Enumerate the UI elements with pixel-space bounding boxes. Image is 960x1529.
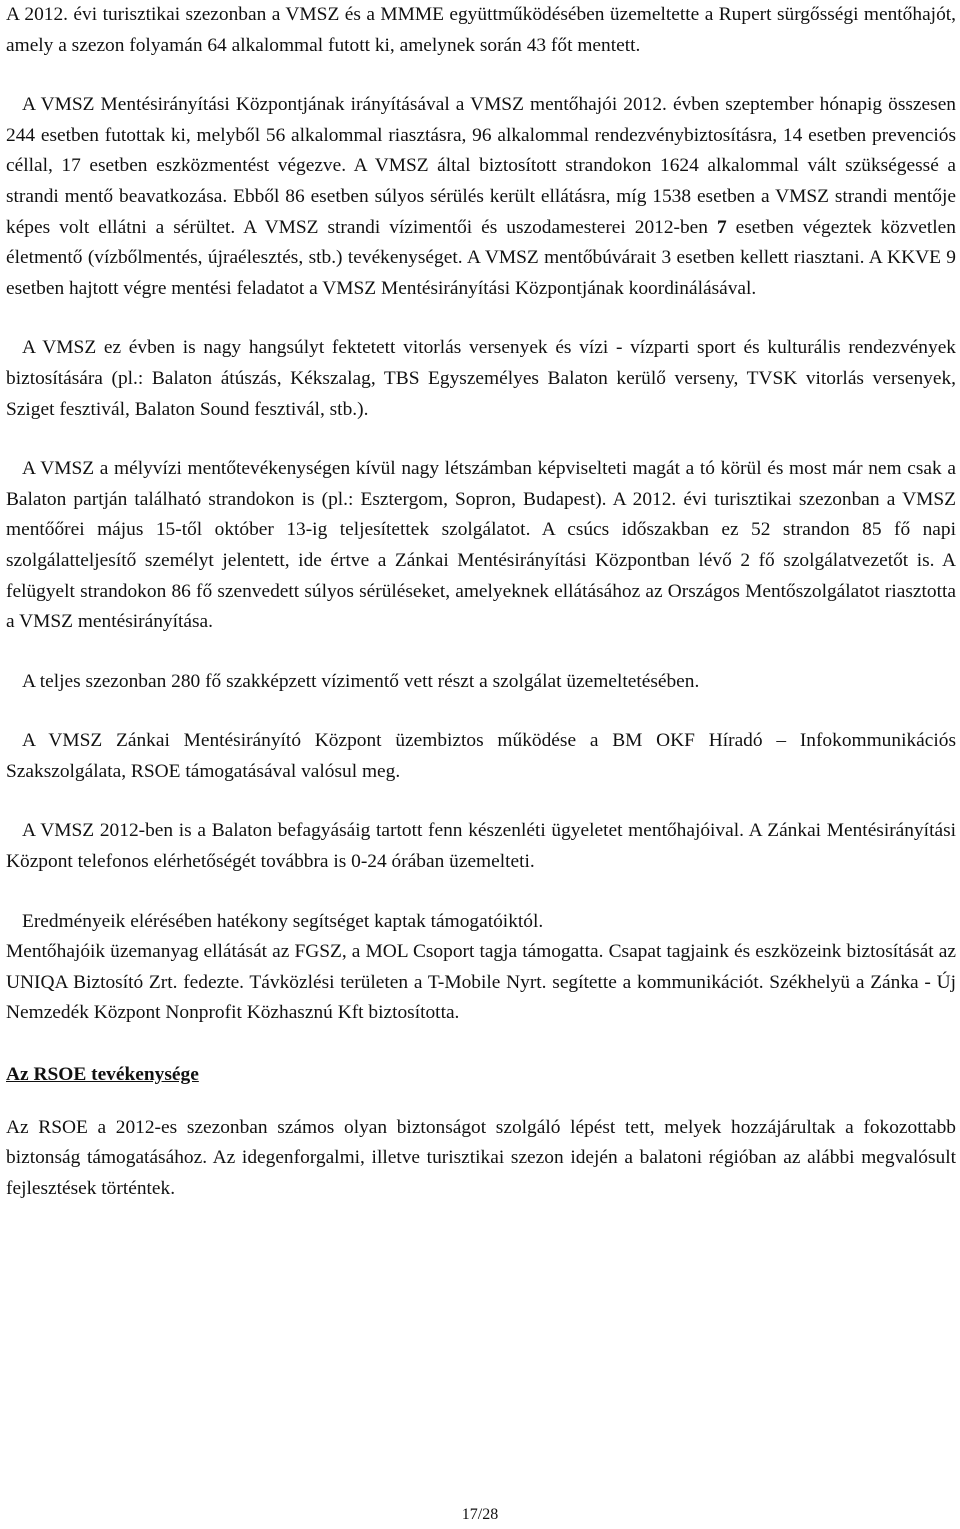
paragraph-events: A VMSZ ez évben is nagy hangsúlyt fektetett vitorlás versenyek és vízi - vízparti sport és kulturális rendezvények biztosítására (pl.: Balaton átúszás, Kékszalag, TBS Egyszemélyes Balaton kerülő verseny, TVSK vitorlás versenyek, Sziget fesztivál, Balaton Sound fesztivál, stb.). [6, 337, 956, 420]
paragraph-winter-duty: A VMSZ 2012-ben is a Balaton befagyásáig tartott fenn készenléti ügyeletet mentőhajóival. A Zánkai Mentésirányítási Központ telefonos elérhetőségét továbbra is 0-24 órában üzemelteti. [6, 820, 956, 873]
paragraph-supporters: Mentőhajóik üzemanyag ellátását az FGSZ, a MOL Csoport tagja támogatta. Csapat tagjaink és eszközeink biztosítását az UNIQA Biztosító Zrt. fedezte. Távközlési területen a T-Mobile Nyrt. segítette a kommunikációt. Székhelyü a Zánka - Új Nemzedék Központ Nonprofit Közhasznú Kft biztosította. [6, 941, 956, 1024]
page-number: 17/28 [461, 1506, 499, 1523]
document-page [6, 0, 956, 1204]
paragraph-zanka-center: A VMSZ Zánkai Mentésirányító Központ üzembiztos működése a BM OKF Híradó – Infokommunikációs Szakszolgálata, RSOE támogatásával valósul meg. [6, 730, 956, 782]
paragraph-rsoe: Az RSOE a 2012-es szezonban számos olyan biztonságot szolgáló lépést tett, melyek hozzájárultak a fokozottabb biztonság támogatásához. Az idegenforgalmi, illetve turisztikai szezon idején a balatoni régióban az alábbi megvalósult fejlesztések történtek. [6, 1116, 956, 1199]
paragraph-text-part: esetben végeztek közvetlen életmentő (vízbőlmentés, újraélesztés, stb.) tevékenységet. A VMSZ mentőbúvárait 3 esetben kellett riasztani. A KKVE 9 esetben hajtott végre mentési feladatot a VMSZ Mentésirányítási Központjának koordinálásával. [6, 216, 956, 299]
paragraph-deep-water: A VMSZ a mélyvízi mentőtevékenységen kívül nagy létszámban képviselteti magát a tó körül és most már nem csak a Balaton partján található strandokon is (pl.: Esztergom, Sopron, Budapest). A 2012. évi turisztikai szezonban a VMSZ mentőőrei május 15-től október 13-ig teljesítettek szolgálatot. A csúcs időszakban ez 52 strandon 85 fő napi szolgálatteljesítő személyt jelentett, ide értve a Zánkai Mentésirányítási Központban lévő 2 fő szolgálatvezetőt is. A felügyelt strandokon 86 fő szenvedett súlyos sérüléseket, amelyeknek ellátásához az Országos Mentőszolgálatot riasztotta a VMSZ mentésirányítása. [6, 458, 956, 633]
paragraph-lifeguards-total: A teljes szezonban 280 fő szakképzett vízimentő vett részt a szolgálat üzemeltetésében. [22, 670, 700, 692]
bold-number: 7 [716, 216, 727, 238]
section-heading-rsoe: Az RSOE tevékenysége [6, 1064, 199, 1086]
paragraph-supporters-intro: Eredményeik elérésében hatékony segítséget kaptak támogatóiktól. [22, 910, 544, 932]
paragraph-mentoahajok-stats [6, 90, 956, 304]
paragraph-text-part: A VMSZ Mentésirányítási Központjának irányításával a VMSZ mentőhajói 2012. évben szeptember hónapig összesen 244 esetben futottak ki, melyből 56 alkalommal riasztásra, 96 alkalommal rendezvénybiztosításra, 14 esetben prevenciós céllal, 17 esetben eszközmentést végezve. A VMSZ által biztosított strandokon 1624 alkalommal vált szükségessé a strandi mentő beavatkozása. Ebből 86 esetben súlyos sérülés került ellátásra, míg 1538 esetben a VMSZ strandi mentője képes volt ellátni a sérültet. A VMSZ strandi vízimentői és uszodamesterei 2012-ben [6, 94, 956, 238]
paragraph-rupert-ship: A 2012. évi turisztikai szezonban a VMSZ és a MMME együttműködésében üzemeltette a Rupert sürgősségi mentőhajót, amely a szezon folyamán 64 alkalommal futott ki, amelynek során 43 főt mentett. [6, 4, 956, 56]
